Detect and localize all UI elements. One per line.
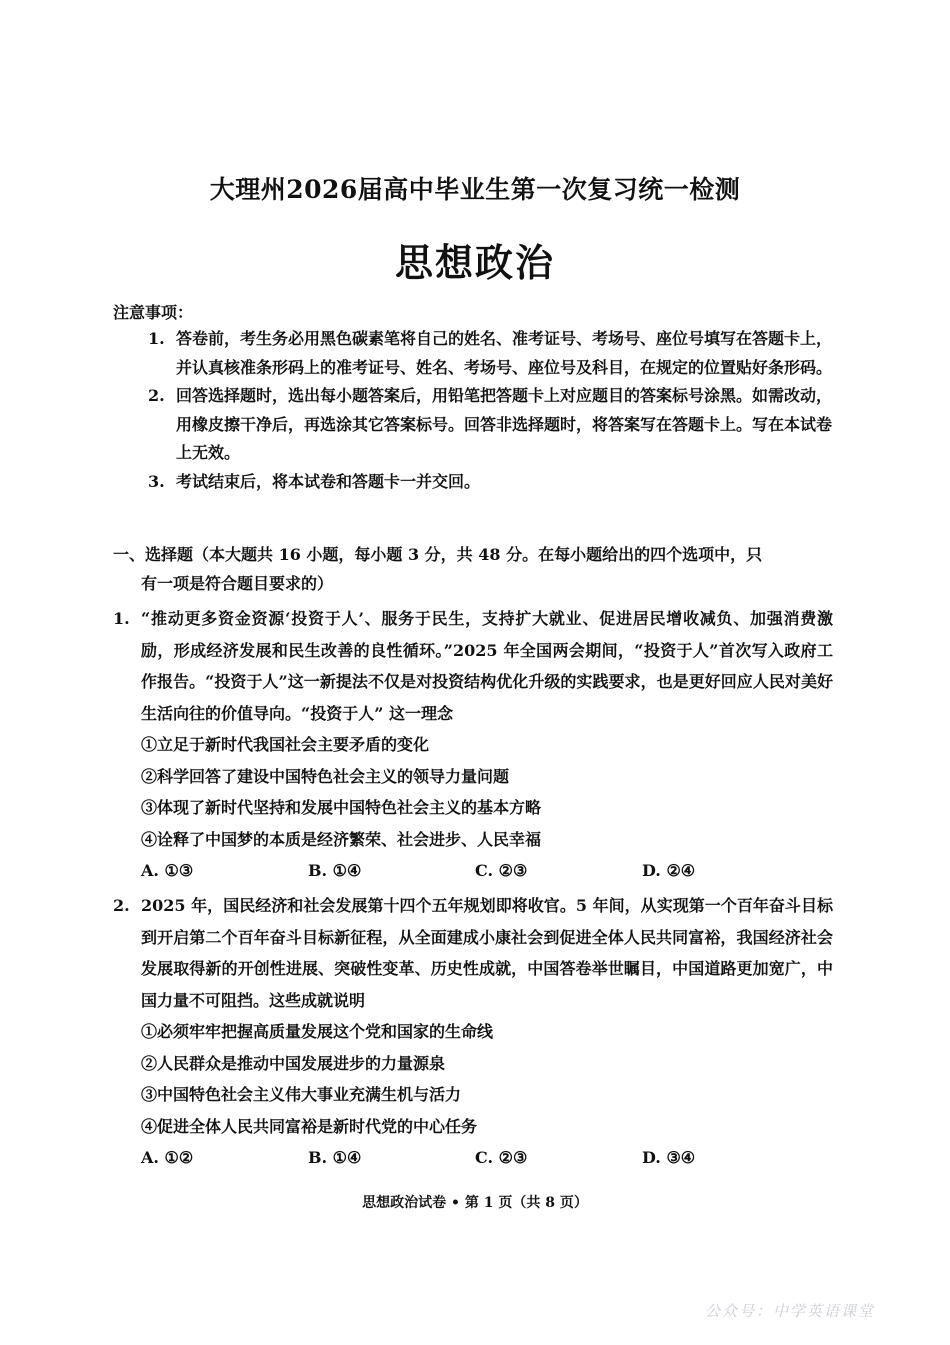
notice-item (148, 382, 838, 468)
answer-choices (113, 1142, 833, 1174)
statement-option: ①必须牢牢把握高质量发展这个党和国家的生命线 (141, 1022, 494, 1041)
notice-item (148, 325, 838, 382)
section-heading-line2: 有一项是符合题目要求的） (141, 574, 334, 593)
notice-item-number: 1. (148, 329, 165, 348)
choice-c: C. ②③ (475, 1148, 528, 1167)
choice-a: A. ①② (141, 1148, 194, 1167)
section-heading (113, 540, 833, 598)
notice-item-number: 2. (148, 386, 165, 405)
statement-option: ④诠释了中国梦的本质是经济繁荣、社会进步、人民幸福 (141, 829, 542, 849)
choice-d: D. ③④ (642, 1148, 696, 1167)
notice-item-number: 3. (148, 471, 165, 491)
notice-item-text: 回答选择题时，选出每小题答案后，用铅笔把答题卡上对应题目的答案标号涂黑。如需改动，用橡皮擦干净后，再选涂其它答案标号。回答非选择题时，将答案写在答题卡上。写在本试卷上无效。 (176, 386, 833, 462)
notice-item-text: 考试结束后，将本试卷和答题卡一并交回。 (176, 471, 481, 491)
question-stem (113, 890, 833, 1016)
choice-b: B. ①④ (308, 861, 362, 880)
watermark: 公众号：中学英语课堂 (705, 1302, 876, 1320)
exam-title: 大理州2026届高中毕业生第一次复习统一检测 (209, 175, 741, 204)
section-heading-line1: 一、选择题（本大题共 16 小题，每小题 3 分，共 48 分。在每小题给出的四个选项中，只 (113, 545, 763, 564)
statement-option: ③中国特色社会主义伟大事业充满生机与活力 (141, 1085, 462, 1104)
statement-option: ③体现了新时代坚持和发展中国特色社会主义的基本方略 (141, 798, 542, 817)
notice-heading: 注意事项： (113, 303, 194, 322)
choice-a: A. ①③ (141, 861, 194, 880)
statement-option: ②人民群众是推动中国发展进步的力量源泉 (141, 1053, 446, 1073)
question-number: 1. (113, 609, 130, 628)
question-stem-text: “推动更多资金资源‘投资于人’、服务于民生，支持扩大就业、促进居民增收减负、加强消费激励，形成经济发展和民生改善的良性循环。”2025 年全国两会期间，“投资于人”首次写入政府工作报告。“投资于人”这一新提法不仅是对投资结构优化升级的实践要求，也是更好回应人民对美好生活向往的价值导向。“投资于人” 这一理念 (141, 609, 833, 723)
choice-c: C. ②③ (475, 861, 528, 880)
question-1 (113, 603, 833, 887)
question-2 (113, 890, 833, 1174)
page-footer: 思想政治试卷 • 第 1 页（共 8 页） (362, 1195, 588, 1211)
statement-option: ②科学回答了建设中国特色社会主义的领导力量问题 (141, 766, 510, 786)
notice-list (148, 325, 838, 496)
choice-b: B. ①④ (308, 1148, 362, 1167)
question-number: 2. (113, 896, 130, 915)
question-stem-text: 2025 年，国民经济和社会发展第十四个五年规划即将收官。5 年间，从实现第一个百年奋斗目标到开启第二个百年奋斗目标新征程，从全面建成小康社会到促进全体人民共同富裕，我国经济社会发展取得新的开创性进展、突破性变革、历史性成就，中国答卷举世瞩目，中国道路更加宽广，中国力量不可阻挡。这些成就说明 (141, 896, 833, 1010)
statement-option: ④促进全体人民共同富裕是新时代党的中心任务 (141, 1116, 478, 1136)
notice-item (148, 468, 838, 497)
notice-item-text: 答卷前，考生务必用黑色碳素笔将自己的姓名、准考证号、考场号、座位号填写在答题卡上，并认真核准条形码上的准考证号、姓名、考场号、座位号及科目，在规定的位置贴好条形码。 (176, 329, 833, 377)
subject-title: 思想政治 (394, 240, 555, 285)
question-stem (113, 603, 833, 729)
answer-choices (113, 855, 833, 887)
statement-option: ①立足于新时代我国社会主要矛盾的变化 (141, 735, 430, 754)
choice-d: D. ②④ (642, 861, 696, 880)
